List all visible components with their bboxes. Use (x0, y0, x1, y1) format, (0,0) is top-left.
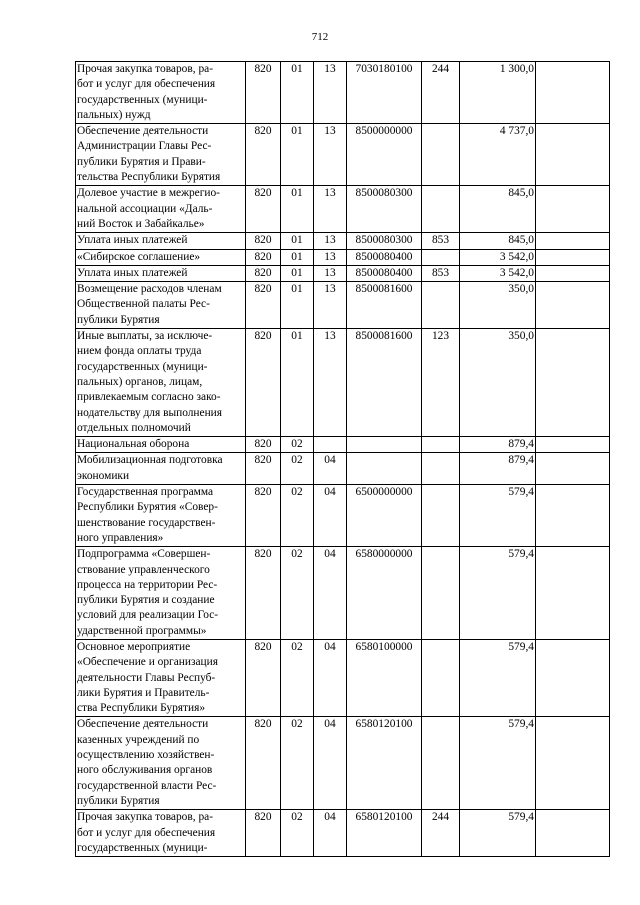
subsection-code-cell: 13 (314, 186, 347, 233)
extra-cell (536, 485, 610, 547)
section-code-cell: 01 (281, 249, 314, 265)
subsection-code-cell (314, 437, 347, 453)
target-article-cell: 6580000000 (347, 547, 422, 640)
expense-type-cell (422, 186, 460, 233)
table-row (76, 639, 610, 716)
row-name-cell: Прочая закупка товаров, ра- бот и услуг для обеспечения государственных (муници- (76, 810, 246, 857)
expense-type-cell: 244 (422, 810, 460, 857)
row-name-cell: Подпрограмма «Совершен- ствование управленческого процесса на территории Рес- публики Бурятия и создание условий для реализации Гос- ударственной программы» (76, 547, 246, 640)
amount-cell: 845,0 (460, 233, 536, 249)
expense-type-cell (422, 453, 460, 485)
row-name-cell: «Сибирское соглашение» (76, 249, 246, 265)
expense-type-cell: 853 (422, 233, 460, 249)
ministry-code-cell: 820 (246, 437, 281, 453)
expense-type-cell: 853 (422, 265, 460, 281)
row-name-cell: Государственная программа Республики Бурятия «Совер- шенствование государствен- ного управления» (76, 485, 246, 547)
amount-cell: 579,4 (460, 810, 536, 857)
section-code-cell: 01 (281, 329, 314, 437)
amount-cell: 350,0 (460, 282, 536, 329)
subsection-code-cell: 13 (314, 249, 347, 265)
subsection-code-cell: 04 (314, 547, 347, 640)
table-row (76, 62, 610, 124)
target-article-cell (347, 437, 422, 453)
table-row (76, 437, 610, 453)
page-number: 712 (311, 31, 329, 43)
amount-cell: 579,4 (460, 639, 536, 716)
row-name-cell: Основное мероприятие «Обеспечение и организация деятельности Главы Респуб- лики Бурятия и Правитель- ства Республики Бурятия» (76, 639, 246, 716)
amount-cell: 579,4 (460, 547, 536, 640)
extra-cell (536, 717, 610, 810)
row-name-cell: Возмещение расходов членам Общественной палаты Рес- публики Бурятия (76, 282, 246, 329)
target-article-cell: 8500080400 (347, 249, 422, 265)
section-code-cell: 02 (281, 810, 314, 857)
expense-type-cell (422, 282, 460, 329)
section-code-cell: 01 (281, 62, 314, 124)
amount-cell: 879,4 (460, 437, 536, 453)
ministry-code-cell: 820 (246, 233, 281, 249)
extra-cell (536, 639, 610, 716)
subsection-code-cell: 13 (314, 62, 347, 124)
row-name-cell: Обеспечение деятельности казенных учреждений по осуществлению хозяйствен- ного обслуживания органов государственной власти Рес- публики Бурятия (76, 717, 246, 810)
subsection-code-cell: 13 (314, 124, 347, 186)
extra-cell (536, 249, 610, 265)
extra-cell (536, 124, 610, 186)
row-name-cell: Прочая закупка товаров, ра- бот и услуг для обеспечения государственных (муници- пальных) нужд (76, 62, 246, 124)
subsection-code-cell: 13 (314, 329, 347, 437)
table-row (76, 233, 610, 249)
extra-cell (536, 810, 610, 857)
table-row (76, 249, 610, 265)
section-code-cell: 02 (281, 453, 314, 485)
ministry-code-cell: 820 (246, 547, 281, 640)
amount-cell: 845,0 (460, 186, 536, 233)
table-row (76, 124, 610, 186)
extra-cell (536, 186, 610, 233)
row-name-cell: Уплата иных платежей (76, 233, 246, 249)
table-row (76, 485, 610, 547)
ministry-code-cell: 820 (246, 186, 281, 233)
table-row (76, 453, 610, 485)
extra-cell (536, 453, 610, 485)
extra-cell (536, 329, 610, 437)
row-name-cell: Национальная оборона (76, 437, 246, 453)
section-code-cell: 02 (281, 717, 314, 810)
ministry-code-cell: 820 (246, 124, 281, 186)
subsection-code-cell: 13 (314, 233, 347, 249)
subsection-code-cell: 04 (314, 485, 347, 547)
extra-cell (536, 233, 610, 249)
amount-cell: 579,4 (460, 717, 536, 810)
target-article-cell (347, 453, 422, 485)
subsection-code-cell: 13 (314, 282, 347, 329)
section-code-cell: 02 (281, 437, 314, 453)
ministry-code-cell: 820 (246, 453, 281, 485)
table-row (76, 810, 610, 857)
target-article-cell: 6500000000 (347, 485, 422, 547)
table-row (76, 329, 610, 437)
subsection-code-cell: 04 (314, 717, 347, 810)
amount-cell: 579,4 (460, 485, 536, 547)
amount-cell: 879,4 (460, 453, 536, 485)
row-name-cell: Иные выплаты, за исключе- нием фонда оплаты труда государственных (муници- пальных) органов, лицам, привлекаемым согласно зако- нодательству для выполнения отдельных полномочий (76, 329, 246, 437)
expense-type-cell (422, 485, 460, 547)
table-row (76, 186, 610, 233)
amount-cell: 3 542,0 (460, 265, 536, 281)
section-code-cell: 01 (281, 282, 314, 329)
section-code-cell: 02 (281, 547, 314, 640)
table-row (76, 282, 610, 329)
amount-cell: 350,0 (460, 329, 536, 437)
budget-table (75, 61, 610, 857)
subsection-code-cell: 04 (314, 453, 347, 485)
target-article-cell: 8500081600 (347, 282, 422, 329)
section-code-cell: 01 (281, 186, 314, 233)
extra-cell (536, 547, 610, 640)
ministry-code-cell: 820 (246, 62, 281, 124)
ministry-code-cell: 820 (246, 810, 281, 857)
target-article-cell: 6580120100 (347, 717, 422, 810)
subsection-code-cell: 04 (314, 639, 347, 716)
expense-type-cell: 123 (422, 329, 460, 437)
section-code-cell: 01 (281, 124, 314, 186)
extra-cell (536, 62, 610, 124)
extra-cell (536, 282, 610, 329)
section-code-cell: 02 (281, 485, 314, 547)
target-article-cell: 8500081600 (347, 329, 422, 437)
subsection-code-cell: 04 (314, 810, 347, 857)
expense-type-cell (422, 249, 460, 265)
expense-type-cell (422, 639, 460, 716)
target-article-cell: 8500080300 (347, 233, 422, 249)
target-article-cell: 8500080300 (347, 186, 422, 233)
expense-type-cell (422, 547, 460, 640)
row-name-cell: Долевое участие в межрегио- нальной ассоциации «Даль- ний Восток и Забайкалье» (76, 186, 246, 233)
expense-type-cell (422, 717, 460, 810)
expense-type-cell: 244 (422, 62, 460, 124)
table-row (76, 547, 610, 640)
ministry-code-cell: 820 (246, 249, 281, 265)
section-code-cell: 01 (281, 233, 314, 249)
section-code-cell: 01 (281, 265, 314, 281)
ministry-code-cell: 820 (246, 329, 281, 437)
ministry-code-cell: 820 (246, 265, 281, 281)
subsection-code-cell: 13 (314, 265, 347, 281)
table-body (76, 62, 610, 857)
expense-type-cell (422, 437, 460, 453)
amount-cell: 4 737,0 (460, 124, 536, 186)
amount-cell: 3 542,0 (460, 249, 536, 265)
section-code-cell: 02 (281, 639, 314, 716)
target-article-cell: 8500080400 (347, 265, 422, 281)
row-name-cell: Мобилизационная подготовка экономики (76, 453, 246, 485)
extra-cell (536, 437, 610, 453)
target-article-cell: 6580100000 (347, 639, 422, 716)
table-row (76, 717, 610, 810)
expense-type-cell (422, 124, 460, 186)
target-article-cell: 8500000000 (347, 124, 422, 186)
row-name-cell: Обеспечение деятельности Администрации Главы Рес- публики Бурятия и Прави- тельства Республики Бурятия (76, 124, 246, 186)
target-article-cell: 6580120100 (347, 810, 422, 857)
ministry-code-cell: 820 (246, 485, 281, 547)
ministry-code-cell: 820 (246, 639, 281, 716)
target-article-cell: 7030180100 (347, 62, 422, 124)
amount-cell: 1 300,0 (460, 62, 536, 124)
extra-cell (536, 265, 610, 281)
table-row (76, 265, 610, 281)
ministry-code-cell: 820 (246, 282, 281, 329)
ministry-code-cell: 820 (246, 717, 281, 810)
row-name-cell: Уплата иных платежей (76, 265, 246, 281)
